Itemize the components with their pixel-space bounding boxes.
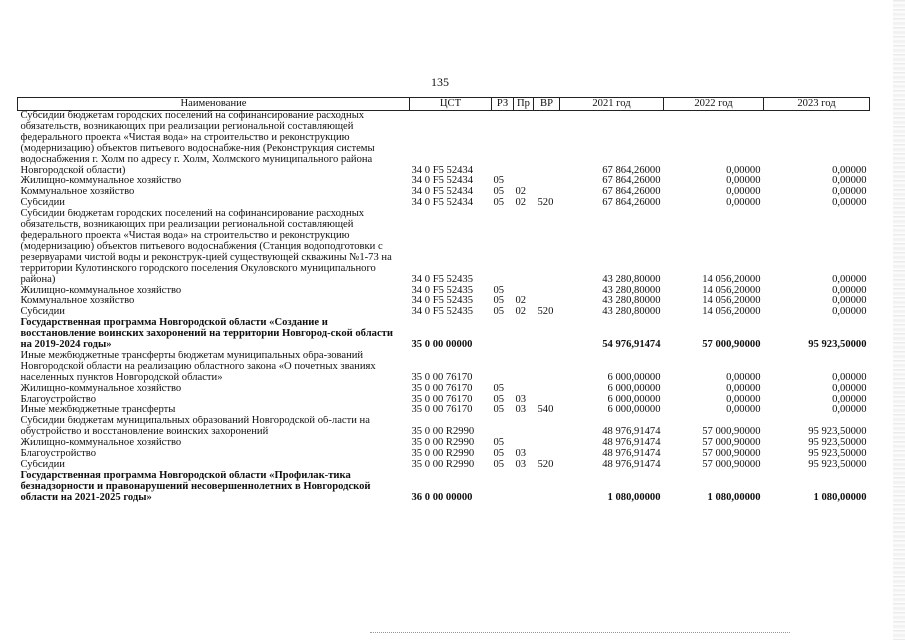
row-value-2023: 0,00000 [832,307,867,318]
row-pr [514,209,534,285]
row-vr [534,384,560,395]
header-cst: ЦСТ [410,98,492,111]
row-name: Иные межбюджетные трансферты бюджетам муниципальных обра-зований Новгородской области на реализацию областного закона «О почетных званиях населенных пунктов Новгородской области» [20,350,376,383]
row-cst: 34 0 F5 52435 [411,285,474,296]
table-row [18,198,870,209]
table-row [18,318,870,351]
table-row [18,438,870,449]
row-rz: 05 [493,176,505,187]
row-vr [534,416,560,438]
row-name: Субсидии [20,307,65,318]
table-row [18,460,870,471]
row-value-2023: 0,00000 [832,394,867,405]
budget-table [17,97,870,504]
row-rz: 05 [493,460,505,470]
row-value-2022: 0,00000 [726,383,761,394]
row-value-2022: 57 000,90000 [702,438,761,449]
table-row [18,395,870,406]
row-value-2023: 0,00000 [832,405,867,416]
row-vr [534,187,560,198]
row-rz: 05 [493,296,505,307]
row-value-2023: 95 923,50000 [808,426,867,438]
table-row [18,187,870,198]
row-rz [492,318,514,351]
row-vr [534,395,560,406]
row-cst: 36 0 00 00000 [411,491,473,503]
header-vr: ВР [534,98,560,111]
row-cst: 35 0 00 R2990 [411,438,475,449]
table-row [18,286,870,297]
row-vr [534,449,560,460]
row-value-2021: 54 976,91474 [602,339,661,351]
row-rz: 05 [493,187,505,198]
row-cst: 35 0 00 76170 [411,383,473,394]
row-value-2021: 48 976,91474 [602,438,661,449]
row-value-2022: 14 056,20000 [702,307,761,318]
row-value-2023: 0,00000 [832,273,867,285]
row-pr: 03 [515,449,527,460]
row-rz: 05 [493,438,505,449]
row-rz: 05 [493,198,505,209]
row-pr [514,471,534,504]
row-pr: 02 [515,307,527,318]
row-name: Жилищно-коммунальное хозяйство [20,383,182,394]
row-value-2023: 0,00000 [832,383,867,394]
row-pr [514,384,534,395]
row-pr [514,111,534,177]
row-value-2023: 0,00000 [832,164,867,176]
row-rz [492,416,514,438]
row-value-2021: 43 280,80000 [602,285,661,296]
row-name: Субсидии бюджетам городских поселений на софинансирование расходных обязательств, возникающих при реализации региональной составляющей федерального проекта «Чистая вода» на строительство и реконструкцию (модернизацию) объектов питьевого водоснабже-ния (Реконструкция системы водоснабжения г. Холм по адресу г. Холм, Холмского муниципального района Новгородской области) [20,110,375,176]
scan-bottom-artifact [370,632,790,637]
header-rz: РЗ [492,98,514,111]
row-value-2023: 95 923,50000 [808,339,867,351]
table-row [18,416,870,438]
row-cst: 34 0 F5 52434 [411,176,474,187]
row-pr [514,416,534,438]
table-row [18,405,870,416]
row-value-2023: 0,00000 [832,176,867,187]
row-rz: 05 [493,405,505,416]
row-cst: 34 0 F5 52434 [411,187,474,198]
row-cst: 35 0 00 76170 [411,371,473,383]
row-value-2021: 43 280,80000 [602,307,661,318]
page-number: 135 [431,75,449,89]
row-vr [534,438,560,449]
row-value-2023: 0,00000 [832,187,867,198]
row-pr [514,318,534,351]
row-value-2022: 0,00000 [726,405,761,416]
row-rz [492,111,514,177]
table-row [18,209,870,285]
row-vr [534,296,560,307]
row-pr [514,286,534,297]
row-name: Субсидии [20,198,65,209]
row-value-2022: 0,00000 [726,371,761,383]
row-name: Субсидии бюджетам муниципальных образований Новгородской об-ласти на обустройство и восстановление воинских захоронений [20,416,370,438]
row-value-2023: 0,00000 [832,198,867,209]
row-value-2022: 57 000,90000 [702,449,761,460]
row-pr: 02 [515,296,527,307]
row-name: Субсидии бюджетам городских поселений на софинансирование расходных обязательств, возникающих при реализации региональной составляющей федерального проекта «Чистая вода» на строительство и реконструкцию (модернизацию) объектов питьевого водоснабжения (Станция водоподготовки с резервуарами чистой воды и реконструк-цией существующей скважины №1-73 на территории Кулотинского городского поселения Окуловского муниципального района) [20,209,392,285]
row-vr [534,209,560,285]
row-value-2022: 0,00000 [726,198,761,209]
row-rz: 05 [493,383,505,394]
row-rz: 05 [493,307,505,318]
row-value-2023: 95 923,50000 [808,460,867,470]
row-rz: 05 [493,394,505,405]
header-name: Наименование [18,98,410,111]
row-name: Коммунальное хозяйство [20,187,135,198]
row-name: Жилищно-коммунальное хозяйство [20,176,182,187]
row-vr [534,176,560,187]
row-cst: 35 0 00 76170 [411,394,473,405]
row-cst: 35 0 00 00000 [411,339,473,351]
row-cst: 35 0 00 76170 [411,405,473,416]
row-value-2021: 6 000,00000 [607,383,661,394]
row-value-2021: 6 000,00000 [607,405,661,416]
row-value-2021: 1 080,00000 [607,491,661,503]
row-vr: 540 [537,405,554,416]
row-value-2023: 95 923,50000 [808,438,867,449]
row-value-2021: 48 976,91474 [602,449,661,460]
table-row [18,307,870,318]
row-value-2021: 6 000,00000 [607,394,661,405]
table-row [18,111,870,177]
row-name: Жилищно-коммунальное хозяйство [20,438,182,449]
table-row [18,351,870,384]
row-vr [534,111,560,177]
row-cst: 34 0 F5 52435 [411,307,474,318]
row-cst: 34 0 F5 52435 [411,273,474,285]
row-name: Государственная программа Новгородской области «Профилак-тика безнадзорности и правонарушений несовершеннолетних в Новгородской области на 2021-2025 годы» [20,470,371,503]
row-value-2021: 48 976,91474 [602,460,661,470]
row-name: Благоустройство [20,394,96,405]
row-name: Благоустройство [20,449,96,460]
row-name: Государственная программа Новгородской области «Создание и восстановление воинских захоронений на территории Новгород-ской области на 2019-2024 годы» [20,318,393,351]
row-value-2021: 48 976,91474 [602,426,661,438]
row-name: Иные межбюджетные трансферты [20,405,176,416]
row-vr [534,351,560,384]
row-cst: 35 0 00 R2990 [411,460,475,470]
row-vr [534,318,560,351]
row-rz [492,351,514,384]
row-vr: 520 [537,198,554,209]
header-2021: 2021 год [560,98,664,111]
row-pr: 02 [515,198,527,209]
table-row [18,176,870,187]
row-rz: 05 [493,449,505,460]
row-value-2022: 57 000,90000 [702,460,761,470]
row-pr: 03 [515,405,527,416]
row-value-2021: 67 864,26000 [602,164,661,176]
row-value-2022: 0,00000 [726,187,761,198]
header-2023: 2023 год [764,98,870,111]
row-name: Коммунальное хозяйство [20,296,135,307]
table-body [18,111,870,504]
row-value-2022: 0,00000 [726,164,761,176]
row-pr: 03 [515,394,527,405]
row-vr: 520 [537,460,554,470]
header-pr: Пр [514,98,534,111]
row-value-2023: 0,00000 [832,371,867,383]
table-header-row [18,98,870,111]
row-value-2022: 14 056,20000 [702,285,761,296]
row-name: Жилищно-коммунальное хозяйство [20,285,182,296]
row-value-2021: 43 280,80000 [602,273,661,285]
row-vr [534,471,560,504]
row-cst: 35 0 00 R2990 [411,426,475,438]
row-value-2022: 57 000,90000 [702,426,761,438]
row-value-2022: 0,00000 [726,394,761,405]
row-value-2021: 6 000,00000 [607,371,661,383]
row-value-2023: 0,00000 [832,285,867,296]
table-row [18,296,870,307]
row-pr: 02 [515,187,527,198]
table-row [18,471,870,504]
row-rz [492,471,514,504]
row-vr: 520 [537,307,554,318]
row-value-2021: 67 864,26000 [602,198,661,209]
row-pr [514,351,534,384]
row-rz: 05 [493,285,505,296]
scan-edge-artifact [893,0,905,640]
row-cst: 35 0 00 R2990 [411,449,475,460]
row-value-2022: 1 080,00000 [707,491,761,503]
row-value-2021: 67 864,26000 [602,187,661,198]
row-value-2021: 67 864,26000 [602,176,661,187]
row-value-2023: 1 080,00000 [813,491,867,503]
table-row [18,384,870,395]
table-row [18,449,870,460]
row-vr [534,286,560,297]
row-pr [514,438,534,449]
row-value-2022: 14 056,20000 [702,273,761,285]
row-name: Субсидии [20,460,65,470]
row-value-2021: 43 280,80000 [602,296,661,307]
row-value-2023: 95 923,50000 [808,449,867,460]
row-cst: 34 0 F5 52434 [411,198,474,209]
row-value-2022: 0,00000 [726,176,761,187]
row-value-2022: 57 000,90000 [702,339,761,351]
row-cst: 34 0 F5 52435 [411,296,474,307]
row-cst: 34 0 F5 52434 [411,164,474,176]
row-value-2022: 14 056,20000 [702,296,761,307]
row-pr [514,176,534,187]
row-value-2023: 0,00000 [832,296,867,307]
row-pr: 03 [515,460,527,470]
header-2022: 2022 год [664,98,764,111]
row-rz [492,209,514,285]
